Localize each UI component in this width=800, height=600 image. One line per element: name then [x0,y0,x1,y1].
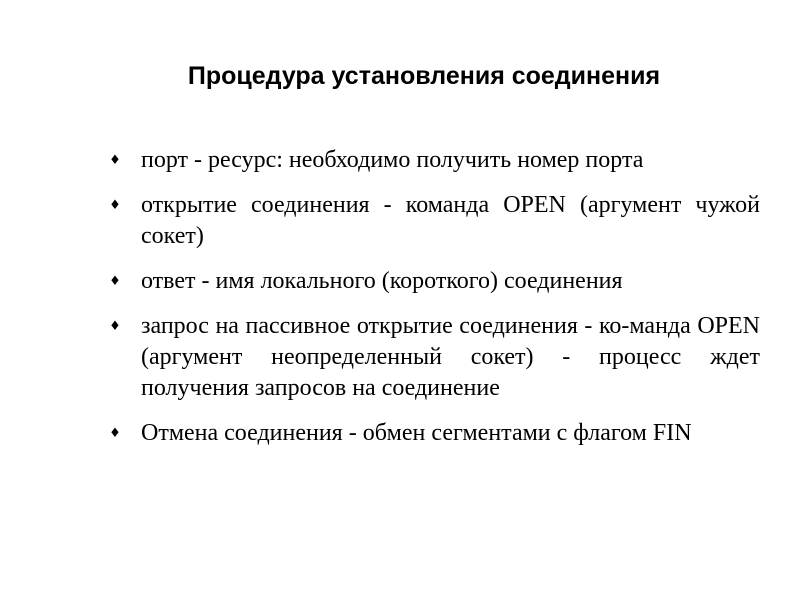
bullet-text: порт - ресурс: необходимо получить номер порта [141,147,644,173]
diamond-bullet-icon: ♦ [109,274,121,289]
bullet-item [108,190,760,252]
diamond-bullet-icon: ♦ [109,319,121,334]
diamond-bullet-icon: ♦ [109,198,121,213]
bullet-item [108,418,760,449]
bullet-text: Отмена соединения - обмен сегментами с флагом FIN [141,420,692,446]
bullet-text: запрос на пассивное открытие соединения - ко-манда OPEN (аргумент неопределенный сокет) - процесс ждет получения запросов на соединение [141,313,760,401]
bullet-list [108,145,760,463]
bullet-item [108,311,760,404]
slide-title: Процедура установления соединения [187,62,661,90]
diamond-bullet-icon: ♦ [109,153,121,168]
diamond-bullet-icon: ♦ [109,426,121,441]
bullet-text: открытие соединения - команда OPEN (аргумент чужой сокет) [141,192,760,249]
bullet-item [108,145,760,176]
bullet-item [108,266,760,297]
bullet-text: ответ - имя локального (короткого) соединения [141,268,623,294]
